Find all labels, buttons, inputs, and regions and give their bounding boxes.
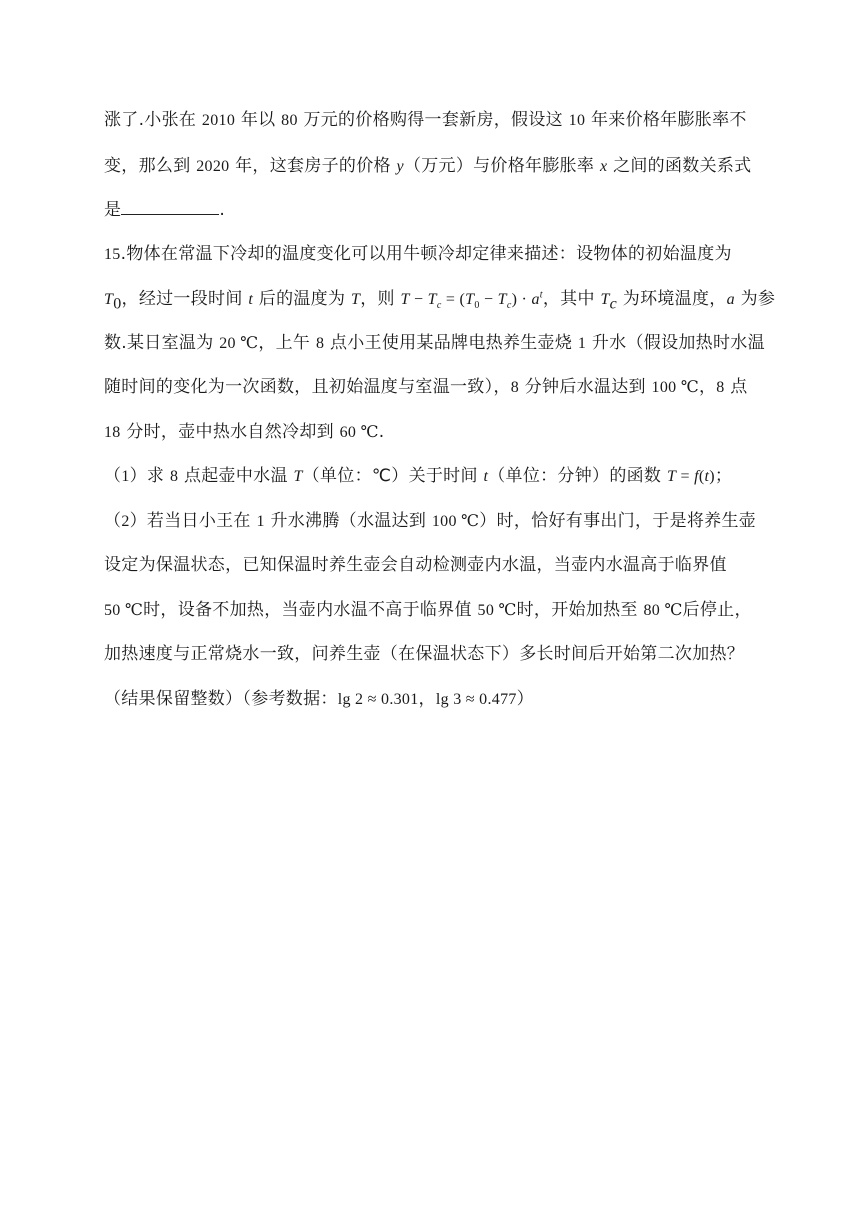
problem-15-line-5: 18 分时，壶中热水自然冷却到 60 ℃. bbox=[104, 422, 385, 442]
problem-15-line-4: 随时间的变化为一次函数，且初始温度与室温一致），8 分钟后水温达到 100 ℃，8 点 bbox=[104, 377, 748, 397]
problem-15-part-2-line-4: 加热速度与正常烧水一致，问养生壶（在保温状态下）多长时间后开始第二次加热？ bbox=[104, 644, 745, 664]
problem-15-reference-data: （结果保留整数）（参考数据：lg 2 ≈ 0.301，lg 3 ≈ 0.477） bbox=[104, 689, 534, 709]
problem-14-line-2: 变，那么到 2020 年，这套房子的价格 y（万元）与价格年膨胀率 x 之间的函数关系式 bbox=[104, 156, 752, 176]
problem-15-formula-line: $T_0$，经过一段时间 t 后的温度为 T，则 $T - T_c = (T_0 - T_c) \cdot a^t$，其中 $T_c$ 为环境温度，a 为参 bbox=[104, 289, 776, 313]
problem-15-part-2-line-3: 50 ℃时，设备不加热，当壶内水温不高于临界值 50 ℃时，开始加热至 80 ℃后停止， bbox=[104, 600, 752, 620]
problem-14-line-1: 涨了.小张在 2010 年以 80 万元的价格购得一套新房，假设这 10 年来价格年膨胀率不 bbox=[104, 110, 747, 130]
problem-15-part-1: （1）求 8 点起壶中水温 T（单位：℃）关于时间 t（单位：分钟）的函数 T = f(t)； bbox=[104, 466, 733, 486]
problem-15-part-2-line-1: （2）若当日小王在 1 升水沸腾（水温达到 100 ℃）时，恰好有事出门，于是将养生壶 bbox=[104, 511, 757, 531]
answer-blank[interactable] bbox=[121, 200, 219, 215]
problem-15-line-1: 15.物体在常温下冷却的温度变化可以用牛顿冷却定律来描述：设物体的初始温度为 bbox=[104, 244, 732, 264]
problem-15-line-3: 数.某日室温为 20 ℃，上午 8 点小王使用某品牌电热养生壶烧 1 升水（假设加热时水温 bbox=[104, 333, 765, 353]
problem-15-part-2-line-2: 设定为保温状态，已知保温时养生壶会自动检测壶内水温，当壶内水温高于临界值 bbox=[104, 555, 727, 575]
problem-14-line-3: 是 . bbox=[104, 200, 226, 220]
